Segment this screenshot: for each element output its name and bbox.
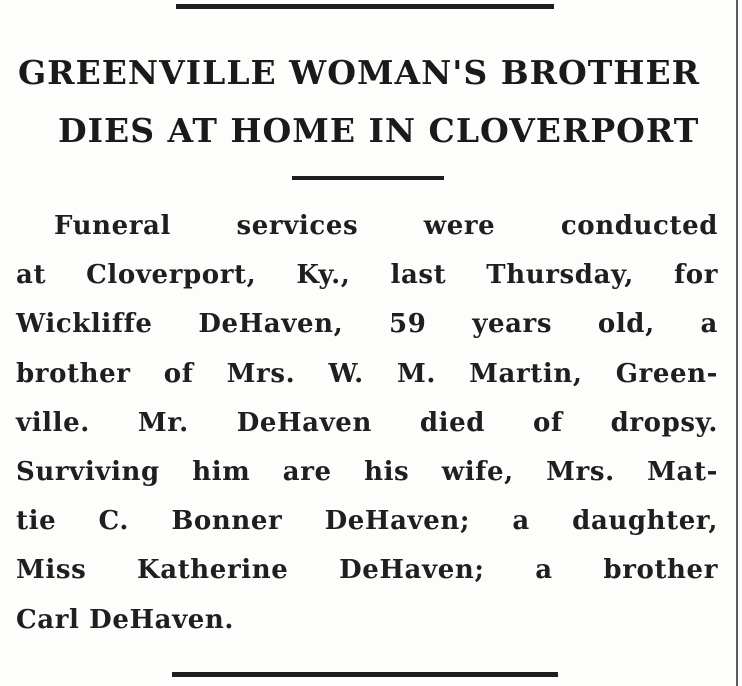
column-edge-line bbox=[736, 0, 738, 686]
article-body bbox=[16, 202, 718, 645]
body-line-2: at Cloverport, Ky., last Thursday, for bbox=[16, 260, 718, 291]
body-line-9: Carl DeHaven. bbox=[16, 604, 235, 635]
bottom-divider-rule bbox=[172, 672, 558, 677]
top-divider-rule bbox=[176, 4, 554, 9]
body-line-8: Miss Katherine DeHaven; a brother bbox=[16, 555, 718, 586]
headline-divider-rule bbox=[292, 176, 444, 180]
body-line-6: Surviving him are his wife, Mrs. Mat- bbox=[16, 456, 718, 487]
body-line-4: brother of Mrs. W. M. Martin, Green- bbox=[16, 358, 718, 389]
headline-line-2: DIES AT HOME IN CLOVERPORT bbox=[58, 111, 700, 150]
body-line-5: ville. Mr. DeHaven died of dropsy. bbox=[16, 407, 718, 438]
body-line-3: Wickliffe DeHaven, 59 years old, a bbox=[16, 309, 718, 340]
headline-line-1: GREENVILLE WOMAN'S BROTHER bbox=[18, 53, 701, 92]
body-line-7: tie C. Bonner DeHaven; a daughter, bbox=[16, 506, 718, 537]
body-line-1: Funeral services were conducted bbox=[54, 211, 718, 241]
